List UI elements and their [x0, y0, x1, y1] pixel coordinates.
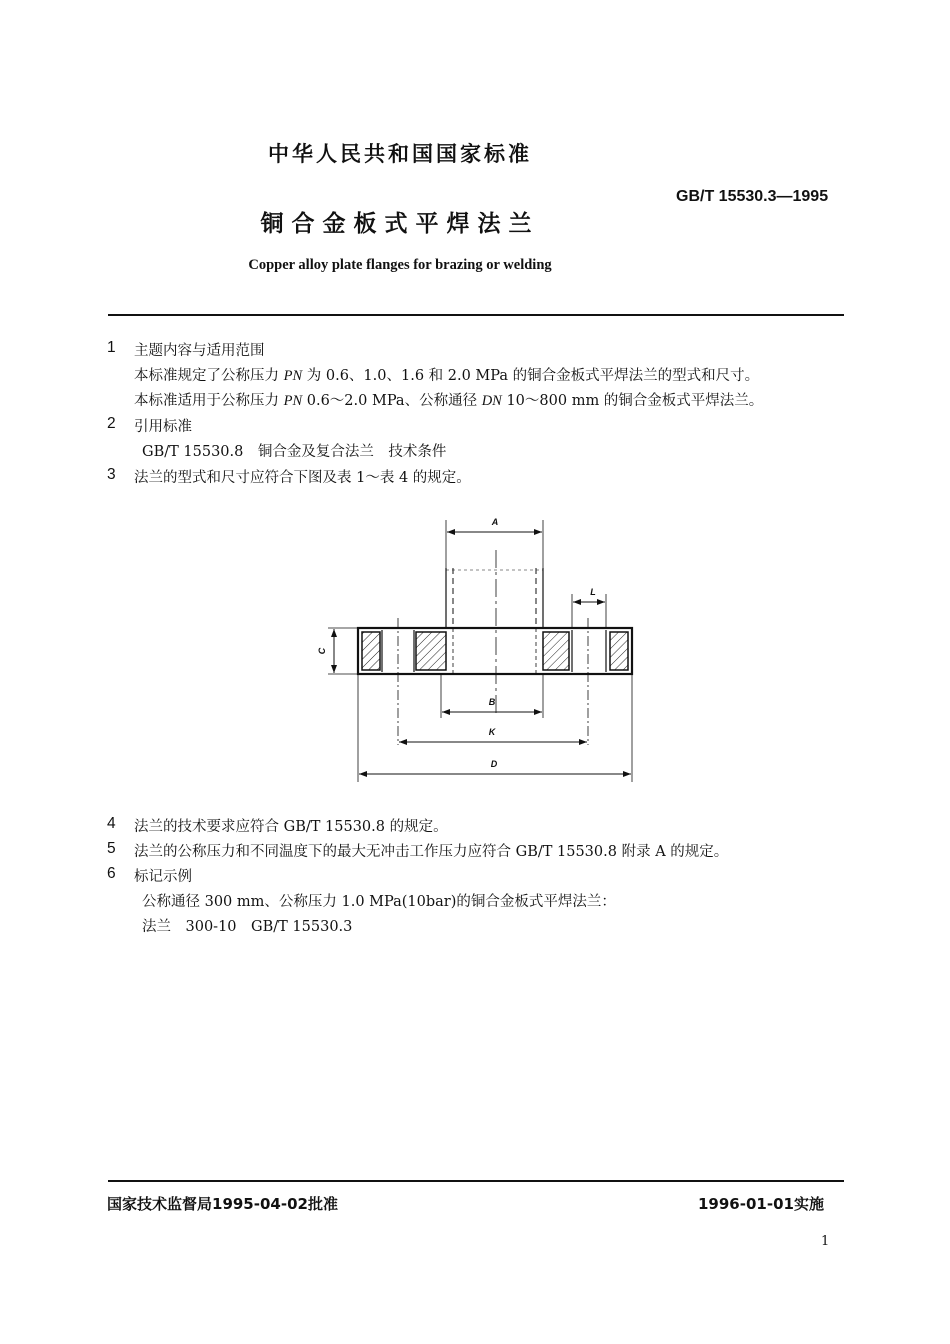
section-2-title: 引用标准: [134, 419, 192, 435]
section-6-example-description: 公称通径 300 mm、公称压力 1.0 MPa(10bar)的铜合金板式平焊法兰：: [142, 894, 616, 910]
flange-section-left-inner: [416, 632, 446, 670]
approval-date: 国家技术监督局1995-04-02批准: [107, 1195, 338, 1213]
header-title: 中华人民共和国国家标准: [268, 142, 532, 166]
dimension-D-label: D: [490, 759, 498, 769]
s1-p2-var2: DN: [481, 393, 502, 409]
dimension-L-label: L: [590, 587, 596, 597]
header-divider: [108, 314, 844, 316]
section-2-number: 2: [107, 415, 116, 432]
s1-p1-pre: 本标准规定了公称压力: [134, 368, 279, 384]
s1-p2-pre: 本标准适用于公称压力: [134, 393, 279, 409]
s1-p2-post: 10～800 mm 的铜合金板式平焊法兰。: [506, 393, 764, 409]
section-4-text: 法兰的技术要求应符合 GB/T 15530.8 的规定。: [134, 819, 448, 835]
bolt-hole-right: [572, 618, 606, 745]
dimension-K: [399, 727, 587, 742]
s1-p1-post: 为 0.6、1.0、1.6 和 2.0 MPa 的铜合金板式平焊法兰的型式和尺寸。: [306, 368, 760, 384]
s1-p1-var: PN: [283, 368, 303, 384]
dimension-B-label: B: [488, 697, 496, 707]
flange-section-right-outer: [610, 632, 628, 670]
dimension-B: [442, 697, 542, 712]
section-6-example-mark: 法兰 300-10 GB/T 15530.3: [142, 919, 353, 935]
section-2-reference: GB/T 15530.8 铜合金及复合法兰 技术条件: [142, 444, 447, 460]
flange-section-right-inner: [543, 632, 569, 670]
flange-diagram: [316, 510, 646, 790]
section-3-text: 法兰的型式和尺寸应符合下图及表 1～表 4 的规定。: [134, 470, 471, 486]
section-6-title: 标记示例: [134, 869, 192, 885]
s1-p2-var1: PN: [283, 393, 303, 409]
standard-number: GB/T 15530.3—1995: [676, 188, 829, 205]
section-6-number: 6: [107, 865, 116, 882]
pipe: [446, 568, 543, 628]
section-1-title: 主题内容与适用范围: [134, 343, 265, 359]
section-5-number: 5: [107, 840, 116, 857]
flange-section-left-outer: [362, 632, 380, 670]
section-1-paragraph-2: [134, 389, 763, 410]
doc-title-chinese: 铜合金板式平焊法兰: [260, 211, 540, 237]
footer-divider: [108, 1180, 844, 1182]
dimension-L: [573, 587, 605, 602]
doc-title-english: Copper alloy plate flanges for brazing or welding: [248, 257, 552, 273]
section-1-number: 1: [107, 339, 116, 356]
dimension-A-label: A: [491, 517, 499, 527]
dimension-D: [359, 759, 631, 774]
dimension-A: [447, 517, 542, 532]
section-3-number: 3: [107, 466, 116, 483]
dimension-C: [317, 629, 334, 673]
s1-p2-mid: 0.6～2.0 MPa、公称通径: [306, 393, 478, 409]
effective-date: 1996-01-01实施: [698, 1195, 824, 1213]
section-5-text: 法兰的公称压力和不同温度下的最大无冲击工作压力应符合 GB/T 15530.8 附录 A 的规定。: [134, 844, 729, 860]
dimension-C-label: C: [317, 647, 327, 655]
dimension-K-label: K: [488, 727, 496, 737]
section-1-paragraph-1: [134, 364, 759, 385]
flange-body: [358, 628, 632, 674]
section-4-number: 4: [107, 815, 116, 832]
bolt-hole-left: [382, 618, 414, 745]
page-number: 1: [821, 1234, 830, 1249]
